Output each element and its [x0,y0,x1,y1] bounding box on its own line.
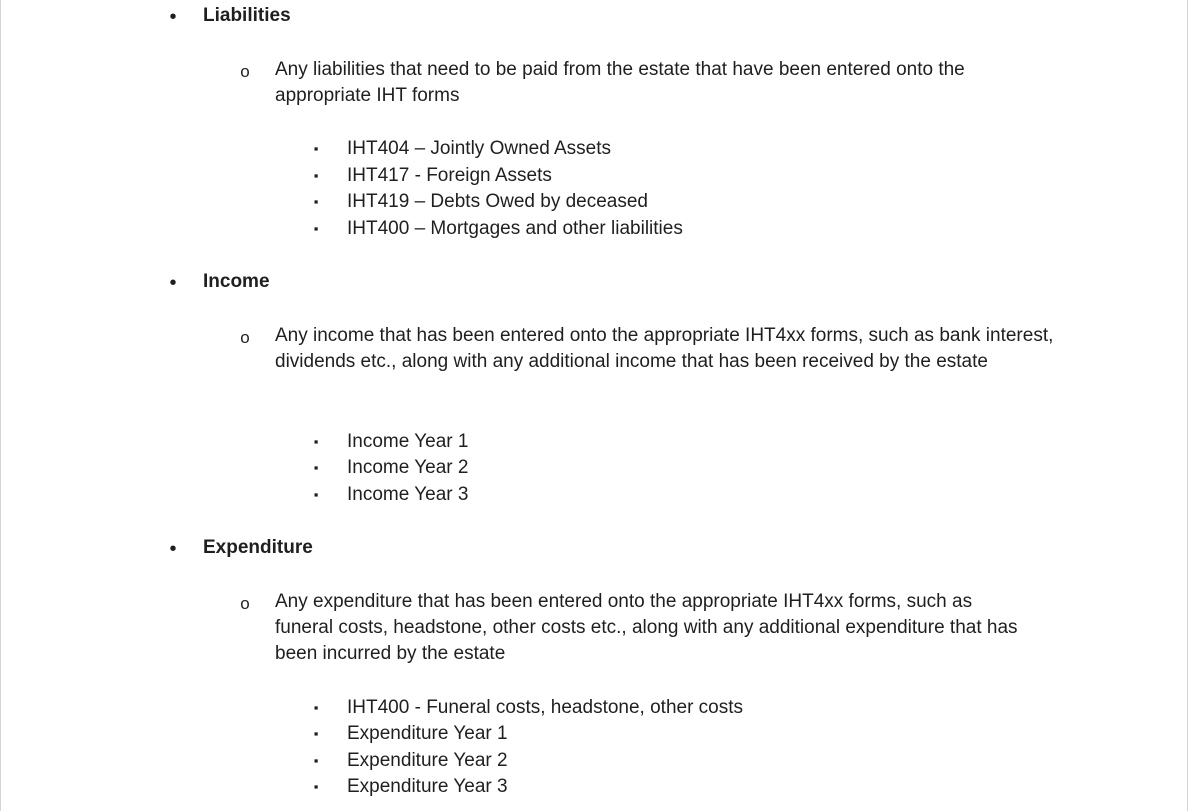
bullet-level3: ▪ [313,726,319,741]
bullet-level3: ▪ [313,753,319,768]
bullet-level1: • [169,6,177,28]
list-item: Expenditure Year 3 [347,776,508,797]
bullet-level3: ▪ [313,460,319,475]
list-item: IHT419 – Debts Owed by deceased [347,191,649,212]
section-heading: Expenditure [203,537,313,558]
bullet-level3: ▪ [313,434,319,449]
list-item: IHT417 - Foreign Assets [347,165,552,186]
list-item: IHT400 - Funeral costs, headstone, other costs [347,697,744,718]
bullet-level2: o [240,62,250,81]
bullet-level3: ▪ [313,141,319,156]
bullet-level2: o [240,328,250,347]
list-item: Expenditure Year 1 [347,723,508,744]
list-item: IHT400 – Mortgages and other liabilities [347,218,683,239]
bullet-level3: ▪ [313,487,319,502]
bullet-level3: ▪ [313,221,319,236]
list-item: Income Year 3 [347,484,469,505]
bullet-level1: • [169,538,177,560]
bullet-level3: ▪ [313,779,319,794]
section-description: Any expenditure that has been entered onto the appropriate IHT4xx forms, such as funeral costs, headstone, other costs etc., along with any additional expenditure that has been incurred by the estate [275,591,1018,664]
list-item: Income Year 1 [347,431,469,452]
list-item: Expenditure Year 2 [347,750,508,771]
bullet-level3: ▪ [313,194,319,209]
bullet-level3: ▪ [313,168,319,183]
list-item: Income Year 2 [347,457,469,478]
list-item: IHT404 – Jointly Owned Assets [347,138,612,159]
section-description: Any income that has been entered onto the appropriate IHT4xx forms, such as bank interest, dividends etc., along with any additional income that has been received by the estate [275,325,1054,372]
bullet-level2: o [240,594,250,613]
section-heading: Liabilities [203,5,291,26]
section-heading: Income [203,271,270,292]
section-description: Any liabilities that need to be paid from the estate that have been entered onto the appropriate IHT forms [275,59,965,106]
bullet-level3: ▪ [313,700,319,715]
bullet-level1: • [169,272,177,294]
